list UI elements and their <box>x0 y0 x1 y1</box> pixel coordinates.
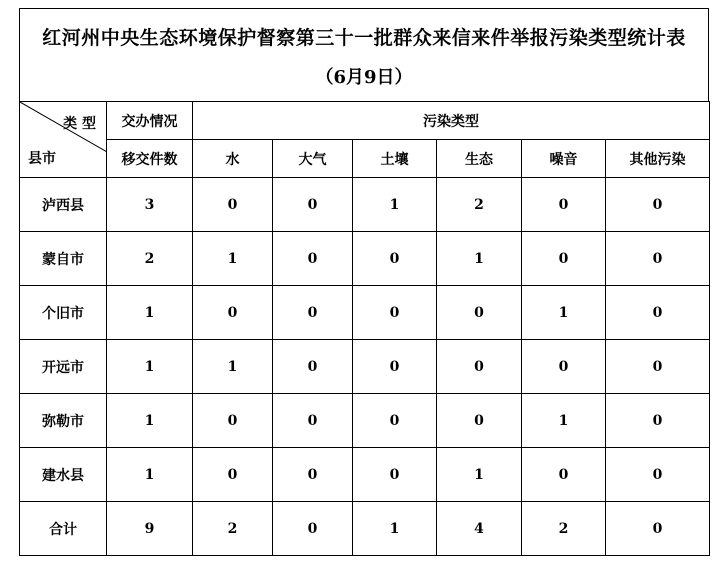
air-count-cell: 0 <box>273 502 353 556</box>
pollution-group-header: 污染类型 <box>193 102 710 140</box>
soil-count-cell: 0 <box>353 286 437 340</box>
air-count-cell: 0 <box>273 394 353 448</box>
noise-count-cell: 0 <box>522 178 606 232</box>
ecology-count-cell: 0 <box>437 394 522 448</box>
water-count-cell: 1 <box>193 232 273 286</box>
other-count-cell: 0 <box>606 394 710 448</box>
water-count-cell: 0 <box>193 178 273 232</box>
noise-count-cell: 0 <box>522 232 606 286</box>
ecology-count-cell: 4 <box>437 502 522 556</box>
region-cell: 个旧市 <box>20 286 107 340</box>
water-count-cell: 1 <box>193 340 273 394</box>
other-count-cell: 0 <box>606 340 710 394</box>
table-row <box>20 394 710 448</box>
header-row-1 <box>20 102 710 140</box>
ecology-count-cell: 1 <box>437 232 522 286</box>
pollution-statistics-table <box>19 101 710 556</box>
soil-count-cell: 1 <box>353 178 437 232</box>
water-count-cell: 0 <box>193 394 273 448</box>
assigned-count-header: 移交件数 <box>107 140 193 178</box>
page-title: 红河州中央生态环境保护督察第三十一批群众来信来件举报污染类型统计表 <box>42 27 686 49</box>
table-row <box>20 448 710 502</box>
soil-count-cell: 1 <box>353 502 437 556</box>
page-subtitle: （6月9日） <box>315 67 413 88</box>
region-cell: 弥勒市 <box>20 394 107 448</box>
soil-count-cell: 0 <box>353 394 437 448</box>
soil-count-cell: 0 <box>353 232 437 286</box>
region-cell: 建水县 <box>20 448 107 502</box>
other-count-cell: 0 <box>606 178 710 232</box>
assigned-count-cell: 1 <box>107 340 193 394</box>
air-count-cell: 0 <box>273 286 353 340</box>
table-body <box>20 178 710 556</box>
table-row <box>20 232 710 286</box>
region-cell: 蒙自市 <box>20 232 107 286</box>
total-row <box>20 502 710 556</box>
region-cell: 泸西县 <box>20 178 107 232</box>
air-count-cell: 0 <box>273 340 353 394</box>
region-cell: 开远市 <box>20 340 107 394</box>
soil-count-cell: 0 <box>353 340 437 394</box>
air-count-cell: 0 <box>273 448 353 502</box>
assigned-count-cell: 1 <box>107 286 193 340</box>
statistics-sheet <box>19 8 709 566</box>
other-count-cell: 0 <box>606 286 710 340</box>
ecology-count-cell: 0 <box>437 340 522 394</box>
water-count-cell: 0 <box>193 286 273 340</box>
column-header-water: 水 <box>193 140 273 178</box>
other-count-cell: 0 <box>606 448 710 502</box>
air-count-cell: 0 <box>273 232 353 286</box>
noise-count-cell: 1 <box>522 286 606 340</box>
column-header-other: 其他污染 <box>606 140 710 178</box>
ecology-count-cell: 1 <box>437 448 522 502</box>
corner-type-label: 类 型 <box>63 116 96 132</box>
assigned-count-cell: 9 <box>107 502 193 556</box>
column-header-ecology: 生态 <box>437 140 522 178</box>
assigned-count-cell: 2 <box>107 232 193 286</box>
header-row-2 <box>20 140 710 178</box>
noise-count-cell: 1 <box>522 394 606 448</box>
assigned-count-cell: 1 <box>107 448 193 502</box>
title-block <box>19 8 709 101</box>
corner-region-label: 县市 <box>28 151 56 167</box>
table-row <box>20 340 710 394</box>
noise-count-cell: 2 <box>522 502 606 556</box>
region-cell: 合计 <box>20 502 107 556</box>
air-count-cell: 0 <box>273 178 353 232</box>
other-count-cell: 0 <box>606 502 710 556</box>
water-count-cell: 2 <box>193 502 273 556</box>
assigned-count-cell: 3 <box>107 178 193 232</box>
noise-count-cell: 0 <box>522 448 606 502</box>
soil-count-cell: 0 <box>353 448 437 502</box>
column-header-air: 大气 <box>273 140 353 178</box>
ecology-count-cell: 0 <box>437 286 522 340</box>
other-count-cell: 0 <box>606 232 710 286</box>
column-header-noise: 噪音 <box>522 140 606 178</box>
table-row <box>20 286 710 340</box>
assigned-count-cell: 1 <box>107 394 193 448</box>
table-row <box>20 178 710 232</box>
corner-header-cell <box>20 102 107 178</box>
water-count-cell: 0 <box>193 448 273 502</box>
assigned-group-header: 交办情况 <box>107 102 193 140</box>
ecology-count-cell: 2 <box>437 178 522 232</box>
column-header-soil: 土壤 <box>353 140 437 178</box>
noise-count-cell: 0 <box>522 340 606 394</box>
